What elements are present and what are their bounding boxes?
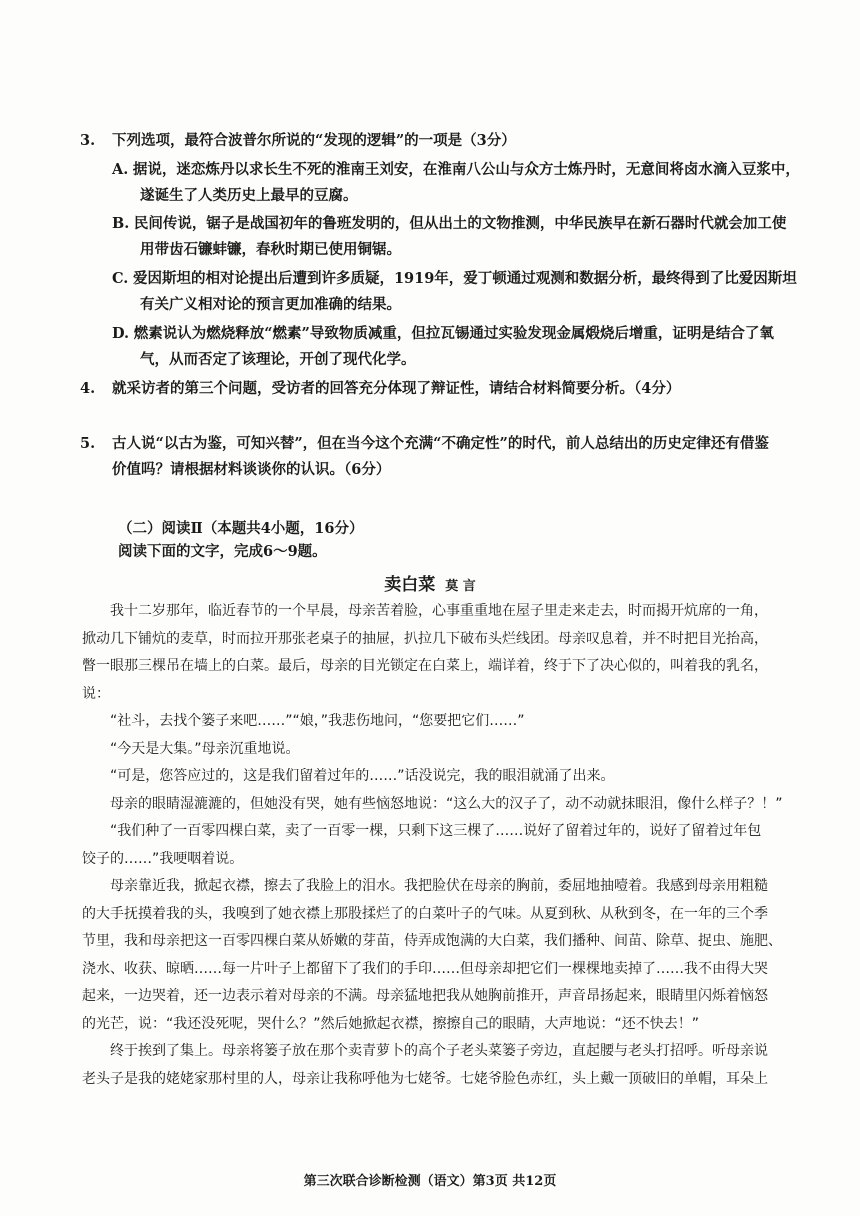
paragraph-line: 我十二岁那年，临近春节的一个早晨，母亲苦着脸，心事重重地在屋子里走来走去，时而揭开炕席的一角， (110, 603, 768, 619)
section-instruction: 阅读下面的文字，完成6～9题。 (118, 543, 327, 560)
article-author: 莫 言 (445, 579, 476, 594)
paragraph (82, 791, 787, 819)
article-title-text: 卖白菜 (384, 575, 436, 595)
paragraph-line: “今天是大集。”母亲沉重地说。 (110, 740, 300, 757)
paragraph (82, 1038, 787, 1093)
option-a (112, 157, 800, 208)
option-label: A. (112, 161, 129, 178)
option-c (112, 266, 797, 317)
question-number: 5. (80, 435, 96, 452)
question-text: 就采访者的第三个问题，受访者的回答充分体现了辩证性，请结合材料简要分析。（4分） (112, 380, 681, 397)
option-text-cont: 遂诞生了人类历史上最早的豆腐。 (140, 187, 358, 204)
paragraph (82, 763, 787, 791)
paragraph (82, 708, 787, 736)
paragraph (82, 818, 787, 873)
question-number: 4. (80, 380, 96, 397)
paragraph-line: 母亲靠近我，掀起衣襟，擦去了我脸上的泪水。我把脸伏在母亲的胸前，委屈地抽噎着。我感到母亲用粗糙 (110, 878, 768, 894)
paragraph-line: 的光芒，说：“我还没死呢，哭什么？”然后她掀起衣襟，擦擦自己的眼睛，大声地说：“还不快去！” (82, 1015, 700, 1032)
question-number: 3. (80, 132, 96, 149)
paragraph-line: 瞥一眼那三棵吊在墙上的白菜。最后，母亲的目光锁定在白菜上，端详着，终于下了决心似的，叫着我的乳名， (82, 658, 768, 674)
paragraph-line: 起来，一边哭着，还一边表示着对母亲的不满。母亲猛地把我从她胸前推开，声音昂扬起来，眼睛里闪烁着恼怒 (82, 988, 768, 1004)
question-5 (80, 431, 780, 482)
article-body (82, 598, 787, 1093)
question-4 (80, 376, 780, 402)
paragraph-line: 节里，我和母亲把这一百零四棵白菜从娇嫩的芽苗，侍弄成饱满的大白菜，我们播种、间苗、除草、捉虫、施肥、 (82, 933, 782, 949)
option-b (112, 211, 787, 262)
paragraph-line: 终于挨到了集上。母亲将篓子放在那个卖青萝卜的高个子老头菜篓子旁边，直起腰与老头打招呼。听母亲说 (110, 1043, 768, 1059)
paragraph-line: “社斗，去找个篓子来吧……”“娘，”我悲伤地问，“您要把它们……” (110, 713, 525, 729)
paragraph-line: “我们种了一百零四棵白菜，卖了一百零一棵，只剩下这三棵了……说好了留着过年的，说好了留着过年包 (110, 823, 762, 839)
paragraph-line: 饺子的……”我哽咽着说。 (82, 850, 244, 867)
option-text-cont: 气，从而否定了该理论，开创了现代化学。 (140, 351, 416, 368)
paragraph-line: 母亲的眼睛湿漉漉的，但她没有哭，她有些恼怒地说：“这么大的汉子了，动不动就抹眼泪，像什么样子？！” (110, 795, 783, 812)
paragraph-line: 说： (82, 685, 110, 702)
option-text: 燃素说认为燃烧释放“燃素”导致物质减重，但拉瓦锡通过实验发现金属煅烧后增重，证明是结合了氧 (133, 325, 774, 342)
paragraph-line: 的大手抚摸着我的头，我嗅到了她衣襟上那股揉烂了的白菜叶子的气味。从夏到秋、从秋到冬，在一年的三个季 (82, 905, 768, 922)
paragraph-line: 掀动几下铺炕的麦草，时而拉开那张老桌子的抽屉，扒拉几下破布头烂线团。母亲叹息着，并不时把目光抬高， (82, 630, 768, 647)
question-text: 古人说“以古为鉴，可知兴替”，但在当今这个充满“不确定性”的时代，前人总结出的历史定律还有借鉴 (112, 435, 769, 452)
question-text: 下列选项，最符合波普尔所说的“发现的逻辑”的一项是（3分） (112, 132, 516, 149)
section-header: （二）阅读Ⅱ（本题共4小题，16分） (118, 520, 364, 537)
article-title (0, 570, 860, 595)
option-text: 爱因斯坦的相对论提出后遭到许多质疑，1919年，爱丁顿通过观测和数据分析，最终得到了比爱因斯坦 (132, 270, 797, 287)
option-text: 据说，迷恋炼丹以求长生不死的淮南王刘安，在淮南八公山与众方士炼丹时，无意间将卤水滴入豆浆中， (132, 161, 800, 178)
paragraph-line: 老头子是我的姥姥家那村里的人，母亲让我称呼他为七姥爷。七姥爷脸色赤红，头上戴一顶破旧的单帽，耳朵上 (82, 1070, 768, 1087)
paragraph (82, 736, 787, 764)
paragraph (82, 873, 787, 1038)
option-text-cont: 有关广义相对论的预言更加准确的结果。 (140, 296, 401, 313)
option-text: 民间传说，锯子是战国初年的鲁班发明的，但从出土的文物推测，中华民族早在新石器时代就会加工使 (133, 215, 787, 232)
paragraph-line: “可是，您答应过的，这是我们留着过年的……”话没说完，我的眼泪就涌了出来。 (110, 768, 615, 784)
option-label: B. (112, 215, 130, 232)
option-text-cont: 用带齿石镰蚌镰，春秋时期已使用铜锯。 (140, 241, 401, 258)
paragraph (82, 598, 787, 708)
page-footer: 第三次联合诊断检测（语文）第3页 共12页 (303, 1174, 557, 1189)
question-text-cont: 价值吗？请根据材料谈谈你的认识。（6分） (112, 461, 391, 478)
option-label: C. (112, 270, 129, 287)
option-label: D. (112, 325, 130, 342)
question-3 (80, 128, 780, 154)
option-d (112, 321, 784, 372)
paragraph-line: 浇水、收获、晾晒……每一片叶子上都留下了我们的手印……但母亲却把它们一棵棵地卖掉了……我不由得大哭 (82, 960, 768, 977)
